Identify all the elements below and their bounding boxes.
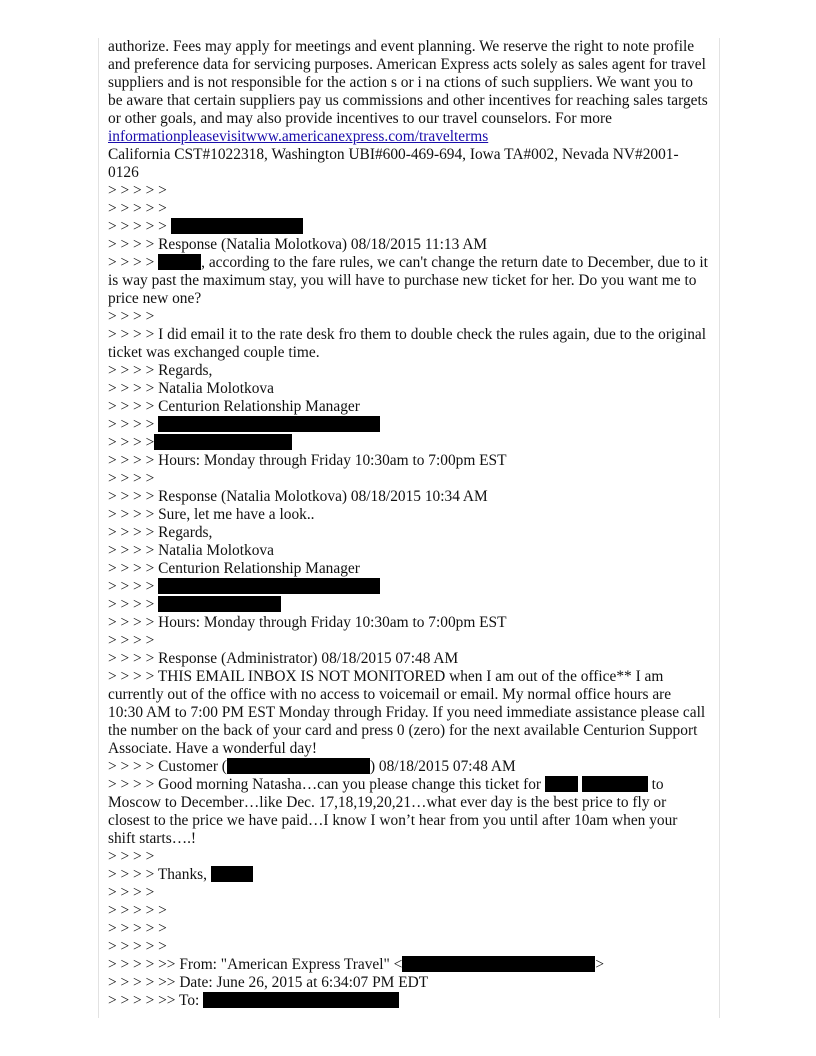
- quote-line: > > > >: [108, 848, 155, 865]
- response-body: > > > > Sure, let me have a look..: [108, 506, 315, 523]
- signature-name: > > > > Natalia Molotkova: [108, 542, 274, 559]
- right-margin-rule: [719, 38, 720, 1018]
- signature-regards: > > > > Regards,: [108, 362, 213, 379]
- terms-paragraph: authorize. Fees may apply for meetings and event planning. We reserve the right to note profile and preference data for servicing purposes. American Express acts solely as sales agent for travel suppliers and is not responsible for the action s or i na ctions of such suppliers. We want you to be aware that certain suppliers pay us commissions and other incentives for reaching sales targets or other goals, and may also provide incentives to our travel counselors. For more informationpleasevisitwww.americanexpress.com/travelterms: [108, 38, 708, 145]
- terms-link[interactable]: informationpleasevisitwww.americanexpress.com/travelterms: [108, 128, 489, 145]
- signature-hours: > > > > Hours: Monday through Friday 10:30am to 7:00pm EST: [108, 614, 507, 631]
- quote-line: > > > >: [108, 308, 155, 325]
- license-line: California CST#1022318, Washington UBI#600-469-694, Iowa TA#002, Nevada NV#2001-0126: [108, 146, 679, 181]
- customer-body: > > > > Good morning Natasha…can you please change this ticket for to Moscow to December…like Dec. 17,18,19,20,21…what ever day is the best price to fly or closest to the price we have paid…I know I won’t hear from you until after 10am when your shift starts….!: [108, 776, 678, 847]
- quote-line: > > > > >: [108, 920, 167, 937]
- quote-line: > > > > >: [108, 902, 167, 919]
- signature-hours: > > > > Hours: Monday through Friday 10:30am to 7:00pm EST: [108, 452, 507, 469]
- signature-regards: > > > > Regards,: [108, 524, 213, 541]
- signature-title: > > > > Centurion Relationship Manager: [108, 560, 360, 577]
- redaction-block: [158, 596, 281, 612]
- response-header: > > > > Response (Administrator) 08/18/2015 07:48 AM: [108, 650, 459, 667]
- redaction-block: [158, 416, 380, 432]
- redaction-block: [203, 992, 399, 1008]
- quote-line: > > > >: [108, 632, 155, 649]
- redaction-block: [154, 434, 292, 450]
- redaction-block: [158, 578, 380, 594]
- signature-title: > > > > Centurion Relationship Manager: [108, 398, 360, 415]
- quote-line: > > > > >: [108, 200, 167, 217]
- signature-redacted: > > > >: [108, 416, 708, 434]
- signature-name: > > > > Natalia Molotkova: [108, 380, 274, 397]
- quote-line: > > > > >: [108, 182, 167, 199]
- response-body: > > > > I did email it to the rate desk fro them to double check the rules again, due to the original ticket was exchanged couple time.: [108, 326, 707, 361]
- redaction-block: [158, 254, 201, 270]
- signature-redacted: > > > >: [108, 578, 708, 596]
- left-margin-rule: [98, 38, 99, 1018]
- redaction-block: [211, 866, 253, 882]
- email-thread: [108, 38, 708, 1010]
- date-line: > > > > >> Date: June 26, 2015 at 6:34:07 PM EDT: [108, 974, 429, 991]
- redaction-block: [545, 776, 578, 792]
- auto-reply-body: > > > > THIS EMAIL INBOX IS NOT MONITORED when I am out of the office** I am currently out of the office with no access to voicemail or email. My normal office hours are 10:30 AM to 7:00 PM EST Monday through Friday. If you need immediate assistance please call the number on the back of your card and press 0 (zero) for the next available Centurion Support Associate. Have a wonderful day!: [108, 668, 706, 757]
- signature-redacted: > > > >: [108, 434, 708, 452]
- from-line: > > > > >> From: "American Express Travel" < >: [108, 956, 605, 973]
- customer-header: > > > > Customer ( ) 08/18/2015 07:48 AM: [108, 758, 516, 775]
- quote-line: > > > > >: [108, 218, 708, 236]
- redaction-block: [227, 758, 370, 774]
- to-line: > > > > >> To:: [108, 992, 708, 1010]
- signature-redacted: > > > >: [108, 596, 708, 614]
- quote-line: > > > > >: [108, 938, 167, 955]
- quote-line: > > > >: [108, 884, 155, 901]
- response-header: > > > > Response (Natalia Molotkova) 08/18/2015 10:34 AM: [108, 488, 488, 505]
- response-header: > > > > Response (Natalia Molotkova) 08/18/2015 11:13 AM: [108, 236, 488, 253]
- redaction-block: [582, 776, 648, 792]
- thanks-line: > > > > Thanks,: [108, 866, 708, 884]
- quote-line: > > > >: [108, 470, 155, 487]
- redaction-block: [171, 218, 303, 234]
- response-body: > > > > , according to the fare rules, we can't change the return date to December, due to it is way past the maximum stay, you will have to purchase new ticket for her. Do you want me to price new one?: [108, 254, 708, 307]
- redaction-block: [402, 956, 595, 972]
